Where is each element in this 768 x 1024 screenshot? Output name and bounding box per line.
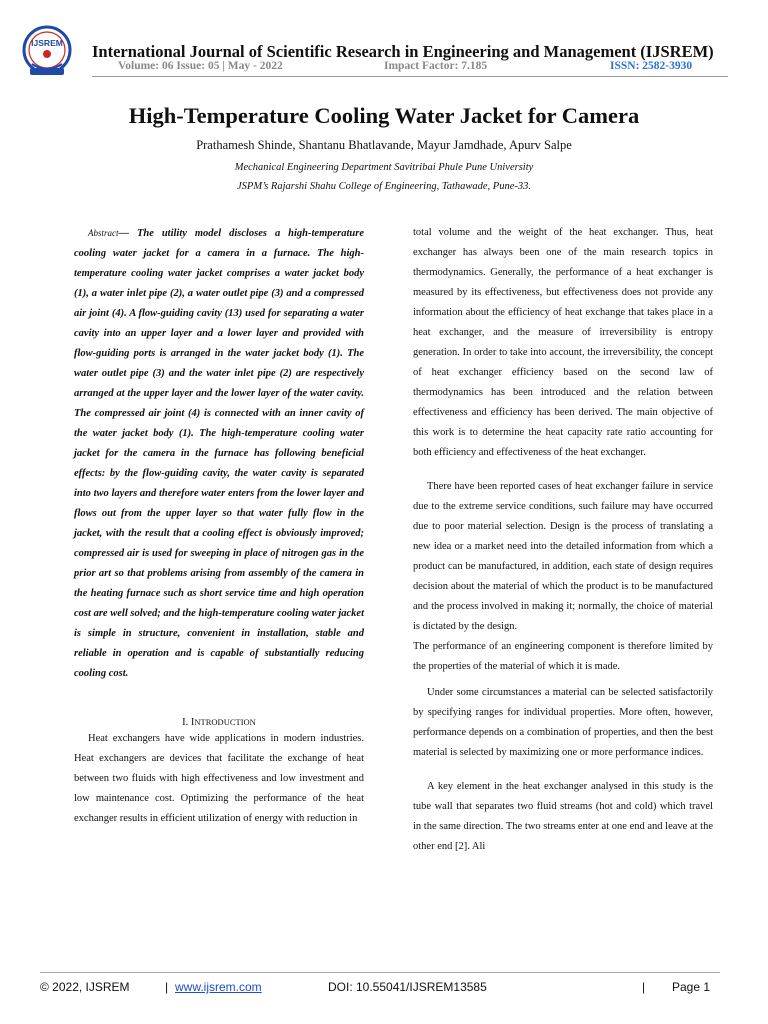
intro-paragraph: Heat exchangers have wide applications in modern industries. Heat exchangers are devices that facilitate the exchange of heat between two fluids with high effectiveness and low investment and low maintenance cost. Optimizing the performance of the heat exchanger results in efficient utilization of energy with reduction in	[74, 733, 364, 824]
footer-doi: DOI: 10.55041/IJSREM13585	[328, 980, 487, 994]
paper-authors: Prathamesh Shinde, Shantanu Bhatlavande, Mayur Jamdhade, Apurv Salpe	[196, 138, 572, 152]
abstract-paragraph	[74, 223, 364, 684]
page-footer	[40, 980, 730, 1000]
body-paragraph-3: The performance of an engineering component is therefore limited by the properties of the material of which it is made.	[413, 641, 713, 672]
intro-heading-rest: NTRODUCTION	[194, 717, 256, 727]
right-column	[413, 223, 713, 857]
header-meta	[92, 60, 732, 74]
volume-issue: Volume: 06 Issue: 05 | May - 2022	[118, 60, 283, 72]
footer-divider	[40, 972, 720, 973]
body-paragraph-5: A key element in the heat exchanger analysed in this study is the tube wall that separates two fluid streams (hot and cold) which travel in the same direction. The two streams enter at one end and leave at the other end [2]. Ali	[413, 781, 713, 852]
affiliation-college: JSPM’s Rajarshi Shahu College of Engineering, Tathawade, Pune-33.	[237, 181, 531, 192]
section-heading-introduction	[74, 716, 364, 729]
abstract-body: — The utility model discloses a high-temperature cooling water jacket for a camera in a furnace. The high-temperature cooling water jacket comprises a water jacket body (1), a water inlet pipe (2), a water outlet pipe (3) and a compressed air joint (4). A flow-guiding cavity (13) used for separating a water cavity into an upper layer and a lower layer and provided with flow-guiding ports is arranged in the water jacket body (1). The water outlet pipe (3) and the water inlet pipe (2) are respectively arranged at the upper layer and the lower layer of the water cavity. The compressed air joint (4) is connected with an inner cavity of the water jacket body (1). The high-temperature cooling water jacket for the camera in the furnace has following beneficial effects: by the flow-guiding cavity, the water cavity is separated into two layers and therefore water enters from the lower layer and flows out from the upper layer so that water fully flow in the jacket, with the result that a cooling effect is obviously improved; compressed air is used for sweeping in place of nitrogen gas in the prior art so that problems arising from assembly of the camera in the heating furnace such as short service time and high operation cost are well solved; and the high-temperature cooling water jacket is simple in structure, convenient in installation, stable and reliable in operation and is capable of substantially reducing cooling cost.	[74, 228, 364, 679]
issn: ISSN: 2582-3930	[610, 60, 693, 72]
footer-separator: |	[642, 980, 646, 994]
logo-text: IJSREM	[31, 38, 63, 48]
intro-heading-number: I. I	[182, 717, 195, 728]
footer-separator: |	[165, 980, 169, 994]
body-paragraph-1: total volume and the weight of the heat exchanger. Thus, heat exchanger has always been one of the main research topics in thermodynamics. Generally, the performance of a heat exchanger is measured by its effectiveness, but effectiveness does not provide any information about the efficiency of heat exchange that takes place in a heat exchanger, and the measure of irreversibility is entropy generation. In order to take into account, the irreversibility, the concept of heat exchanger efficiency based on the second law of thermodynamics has been introduced and the relation between effectiveness and efficiency has been derived. The main objective of this work is to determine the heat capacity rate ratio accounting for both efficiency and effectiveness of the heat exchanger.	[413, 227, 713, 458]
footer-website-link[interactable]: www.ijsrem.com	[175, 980, 262, 994]
body-paragraph-4: Under some circumstances a material can be selected satisfactorily by specifying ranges for individual properties. More often, however, performance depends on a combination of properties, and then the best material is selected by maximizing one or more performance indices.	[413, 687, 713, 758]
abstract-label: Abstract	[88, 228, 119, 238]
journal-title: International Journal of Scientific Research in Engineering and Management (IJSREM)	[92, 42, 714, 61]
impact-factor: Impact Factor: 7.185	[384, 60, 488, 72]
affiliation-department: Mechanical Engineering Department Savitribai Phule Pune University	[234, 162, 534, 173]
left-column	[74, 223, 364, 829]
footer-copyright: © 2022, IJSREM	[40, 980, 130, 994]
footer-page-number: Page 1	[672, 980, 711, 994]
paper-title: High-Temperature Cooling Water Jacket for Camera	[128, 103, 640, 128]
journal-logo	[12, 24, 82, 80]
header-divider	[92, 76, 728, 77]
body-paragraph-2: There have been reported cases of heat exchanger failure in service due to the extreme service conditions, such failure may have occurred due to poor material selection. Design is the process of translating a new idea or a market need into the detailed information from which a product can be manufactured, in addition, each state of design requires decision about the material of which the product is to be manufactured and the process involved in making it; normally, the choice of material is dictated by the design.	[413, 481, 713, 632]
